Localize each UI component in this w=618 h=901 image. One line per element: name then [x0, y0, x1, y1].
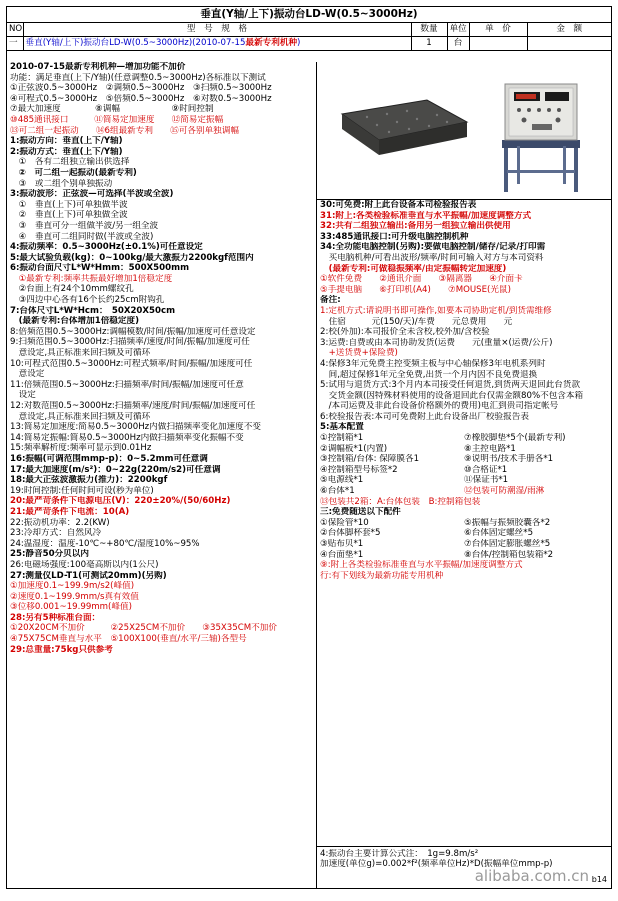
- left-line: ④ 垂直可二组同时做(半波或全波): [10, 231, 154, 242]
- left-line: 8:倍频范围0.5~3000Hz:调幅模数/时间/振幅/加速度可任意设定: [10, 326, 256, 337]
- formula-line-1: 4:振动台主要计算公式注： 1g=9.8m/s²: [320, 848, 479, 859]
- right-line: 5:基本配置: [320, 422, 364, 433]
- right-cell: ⑥台体*1: [320, 486, 355, 497]
- header-table: [7, 23, 611, 51]
- left-line: 14:简易定振幅:简易0.5~3000Hz内做扫描频率变化振幅不变: [10, 432, 244, 443]
- left-line: 功能：满足垂直(上下/Y轴)(任意调整0.5~3000Hz)各标准以下测试: [10, 72, 266, 83]
- left-line: 2010-07-15最新专利机种—增加功能不加价: [10, 62, 186, 72]
- right-row: [317, 433, 611, 444]
- right-line: 5:试用与退货方式:3个月内本司接受任何退货,到货两天退回此台货款: [320, 380, 581, 391]
- right-line: /本司运费及非此台设备价格额外的费用)电汇到贵司指定帐号: [320, 401, 559, 412]
- left-line: 25:静音50分贝以内: [10, 549, 89, 560]
- left-line: 意设定,具正标准来回扫频及可循环: [10, 348, 151, 359]
- right-cell: ②调幅板*1(内置): [320, 443, 388, 454]
- item-patent: 最新专利机种: [245, 38, 298, 48]
- right-cell: ⑤振幅与振频胶囊各*2: [464, 517, 551, 528]
- right-cell: ⑨说明书/技术手册各*1: [464, 454, 554, 465]
- left-line: 意设定: [10, 369, 45, 380]
- left-line: ② 可二组一起振动(最新专利): [10, 167, 137, 178]
- formula-box: [317, 846, 611, 870]
- left-line: 11:倍频范围0.5~3000Hz:扫描频率/时间/振幅/加速度可任意: [10, 379, 244, 390]
- formula-line-2: 加速度(单位g)=0.002*f²(频率单位Hz)*D(振幅单位mmp-p): [320, 859, 553, 870]
- left-line: ①加速度0.1~199.9m/s2(峰值): [10, 581, 135, 592]
- left-line: 17:最大加速度(m/s²)：0~22g(220m/s2)可任意调: [10, 464, 221, 475]
- right-cell: ④台面垫*1: [320, 549, 364, 560]
- quotation-sheet: [6, 6, 612, 889]
- right-line: 备注:: [320, 295, 341, 306]
- left-line: ③ 或二组个别单独振动: [10, 178, 113, 189]
- right-cell: ①控制箱*1: [320, 433, 364, 444]
- left-line: 9:扫频范围0.5~3000Hz:扫描频率/速度/时间/振幅/加速度可任: [10, 337, 250, 348]
- right-cell: ⑧主控电路*1: [464, 443, 516, 454]
- left-line: 22:振动机功率：2.2(KW): [10, 517, 110, 528]
- item-price: [469, 37, 527, 51]
- left-line: ①最新专利:频率共振最好增加1倍稳定度: [10, 273, 173, 284]
- right-line: 4:保修3年元免费主控变频主板与中心轴保修3年电机系列时: [320, 358, 546, 369]
- header-amount: 金 额: [527, 23, 611, 37]
- right-line: 行:有下划线为最新功能专用机种: [320, 570, 444, 581]
- left-line: 10:可程式范围0.5~3000Hz:可程式频率/时间/振幅/加速度可任: [10, 358, 253, 369]
- right-line: 三:免费随送以下配件: [320, 507, 401, 518]
- right-line: 31:附上:各类检验标准垂直与水平振幅/加速度调整方式: [320, 210, 532, 221]
- right-row: [317, 454, 611, 465]
- left-line: 13:简易定加速度:简易0.5~3000Hz内做扫描频率变化加速度不变: [10, 422, 261, 433]
- left-line: ③位移0.001~19.99mm(峰值): [10, 602, 132, 613]
- right-cell: ⑥台体固定螺丝*5: [464, 528, 534, 539]
- right-line: 买电脑机种/可看出波形/频率/时间可输入对方与本司资料: [320, 252, 544, 263]
- left-line: ⑦最大加速度 ⑧调幅 ⑨时间控制: [10, 104, 214, 115]
- right-cell: ③贴布贝*1: [320, 539, 364, 549]
- left-line: 19:时间控制:任何时间可设(秒为单位): [10, 485, 154, 496]
- product-photo-icon: [317, 62, 612, 198]
- left-line: ②速度0.1~199.9mm/s真有效值: [10, 591, 139, 602]
- right-cell: ④控制箱型号标签*2: [320, 464, 398, 475]
- left-line: 设定: [10, 390, 36, 401]
- right-line: ⑬包装共2箱：A:台体包装 B:控制箱包装: [320, 496, 481, 507]
- right-row: [317, 486, 611, 497]
- left-line: 18:最大正弦波激振力(推力)：2200kgf: [10, 475, 168, 486]
- left-line: 21:最严苛条件下电流：10(A): [10, 506, 130, 517]
- left-line: 12:对数范围0.5~3000Hz:扫描频率/速度/时间/振幅/加速度可任: [10, 401, 256, 411]
- left-line: ② 垂直(上下)可单独做全波: [10, 210, 128, 221]
- right-cell: ⑩合格证*1: [464, 464, 508, 475]
- item-no: 一: [7, 37, 23, 51]
- right-cell: ⑧台体/控制箱包装箱*2: [464, 549, 554, 560]
- page-title: 垂直(Y轴/上下)振动台LD-W(0.5~3000Hz): [7, 7, 611, 23]
- right-line: 住宿 元(150/天)/车费 元总费用 元: [320, 316, 513, 327]
- left-line: ①正弦波0.5~3000Hz ②调频0.5~3000Hz ③扫频0.5~3000Hz: [10, 83, 272, 94]
- right-cell: ⑤电源线*1: [320, 475, 364, 486]
- header-no: NO: [7, 23, 23, 37]
- right-cell: ①保险管*10: [320, 517, 369, 528]
- right-row: [317, 550, 611, 561]
- left-line: ⑩485通讯接口 ⑪简易定加速度 ⑫简易定振幅: [10, 114, 224, 125]
- left-line: 29:总重量:75kg只供参考: [10, 644, 113, 655]
- left-line: 3:振动波形：正弦波—可选择(半波或全波): [10, 189, 174, 200]
- right-cell: ⑫包装可防潮湿/雨淋: [464, 486, 545, 497]
- left-line: ⑬可二组一起振动 ⑭6组最新专利 ⑮可各别单独调幅: [10, 125, 239, 136]
- right-line: 6:校验报告表:本司可免费附上此台设备出厂校验报告表: [320, 411, 529, 422]
- left-line: 1:振动方向：垂直(上下/Y轴): [10, 136, 123, 147]
- page-code: b14: [591, 875, 607, 885]
- right-spec-column: [317, 62, 611, 888]
- left-line: 23:冷却方式：自然风冷: [10, 528, 102, 539]
- right-row: [317, 528, 611, 539]
- right-line: 32:共有二组独立输出:备用另一组独立输出供使用: [320, 221, 511, 232]
- product-photo-area: [317, 62, 611, 200]
- spec-body: [7, 62, 611, 888]
- left-line: ①20X20CM不加价 ②25X25CM不加价 ③35X35CM不加价: [10, 623, 277, 634]
- right-row: [317, 475, 611, 486]
- right-line: 交货金额(因特殊材料使用的设备退回此台仅需金额80%不包含本箱: [320, 390, 584, 401]
- right-line: 2:校(外加):本司报价全未含校,校外加/含校验: [320, 327, 490, 338]
- right-line: (最新专利:可做稳振频率/由定振幅转定加速度): [320, 263, 507, 274]
- left-line: ① 垂直(上下)可单独做半波: [10, 199, 128, 210]
- right-cell: ③控制箱/台体: 保障膜各1: [320, 454, 420, 465]
- right-line: 30:可免费:附上此台设备本司检验报告表: [320, 200, 477, 210]
- right-row: [317, 444, 611, 455]
- left-line: ④75X75CM垂直与水平 ⑤100X100(垂直/水平/三轴)各型号: [10, 634, 247, 645]
- right-line: 1:定机方式:请说明书即可操作,如要本司协助定机/到货需维修: [320, 305, 552, 316]
- right-row: [317, 518, 611, 529]
- header-row: [7, 23, 611, 37]
- right-line: 34:全功能电脑控制(另购):要做电脑控制/储存/记录/打印需: [320, 242, 546, 253]
- right-line: ①软件免费 ②通讯介面 ③隔离器 ④介面卡: [320, 274, 523, 285]
- item-qty: 1: [411, 37, 447, 51]
- item-row: [7, 37, 611, 51]
- header-unit: 单位: [447, 23, 469, 37]
- right-row: [317, 465, 611, 476]
- header-price: 单 价: [469, 23, 527, 37]
- right-line: ⑨:附上各类检验标准垂直与水平振幅/加速度调整方式: [320, 560, 523, 571]
- left-line: 6:振动台面尺寸L*W*Hmm：500X500mm: [10, 263, 190, 274]
- left-line: (最新专利:台体增加1倍稳定度): [10, 316, 139, 327]
- watermark: alibaba.com.cn: [474, 867, 589, 886]
- left-line: 意设定,具正标准来回扫频及可循环: [10, 411, 151, 422]
- left-line: 24:温湿度：温度-10℃~+80℃/湿度10%~95%: [10, 538, 200, 549]
- right-line: 3:运费:自费或由本司协助发货(运费 元(重量×(运费/公斤): [320, 337, 553, 348]
- right-cell: ⑪保证书*1: [464, 475, 509, 486]
- right-line: +送货费+保险费): [320, 348, 398, 359]
- left-line: ④可程式0.5~3000Hz ⑤倍频0.5~3000Hz ⑥对数0.5~3000Hz: [10, 93, 272, 104]
- left-line: 28:另有5种标准台面：: [10, 612, 101, 623]
- item-desc: 垂直(Y轴/上下)振动台LD-W(0.5~3000Hz)(2010-07-15最新专利机种): [23, 37, 411, 51]
- left-line: 15:频率解析度:频率可显示到0.01Hz: [10, 443, 152, 454]
- left-line: 16:振幅(可调范围mmp-p)：0~5.2mm可任意调: [10, 453, 208, 464]
- right-spec-text: [317, 200, 611, 581]
- item-unit: 台: [447, 37, 469, 51]
- left-line: 20:最严苛条件下电源电压(V)：220±20%/(50/60Hz): [10, 496, 231, 507]
- left-line: 27:测量仪LD-T1(可测试20mm)(另购): [10, 570, 167, 581]
- right-line: ⑤手提电脑 ⑥打印机(A4) ⑦MOUSE(光鼠): [320, 284, 511, 295]
- left-line: 7:台体尺寸L*W*Hcm： 50X20X50cm: [10, 305, 176, 316]
- left-line: 26:电磁场强度:100毫高斯以内(1公尺): [10, 559, 159, 570]
- header-qty: 数量: [411, 23, 447, 37]
- right-row: [317, 539, 611, 550]
- left-line: ① 各有二组独立输出供选择: [10, 157, 130, 168]
- right-cell: ⑦橡胶脚垫*5个(最新专利): [464, 433, 566, 444]
- header-model: 型 号 规 格: [23, 23, 411, 37]
- right-cell: ⑦台体固定膨胀螺丝*5: [464, 539, 551, 549]
- left-line: 5:最大试验负载(kg)：0~100kg/最大激振力2200kgf范围内: [10, 252, 254, 263]
- left-spec-column: [7, 62, 317, 888]
- right-line: 间,超过保修1年元全免费,出货一个月内因不良免费退换: [320, 369, 538, 380]
- item-amount: [527, 37, 611, 51]
- left-line: 4:振动频率：0.5~3000Hz(±0.1%)可任意设定: [10, 242, 203, 253]
- left-line: ②台面上有24个10mm螺纹孔: [10, 284, 134, 295]
- right-line: 33:485通讯接口:可升级电脑控制机种: [320, 231, 469, 242]
- right-cell: ②台体脚杯套*5: [320, 528, 381, 539]
- left-line: ③四边中心各有16个长约25cm附钩孔: [10, 295, 165, 306]
- left-line: ③ 垂直可分一组做半波/另一组全波: [10, 220, 159, 231]
- left-line: 2:振动方式：垂直(上下/Y轴): [10, 146, 123, 157]
